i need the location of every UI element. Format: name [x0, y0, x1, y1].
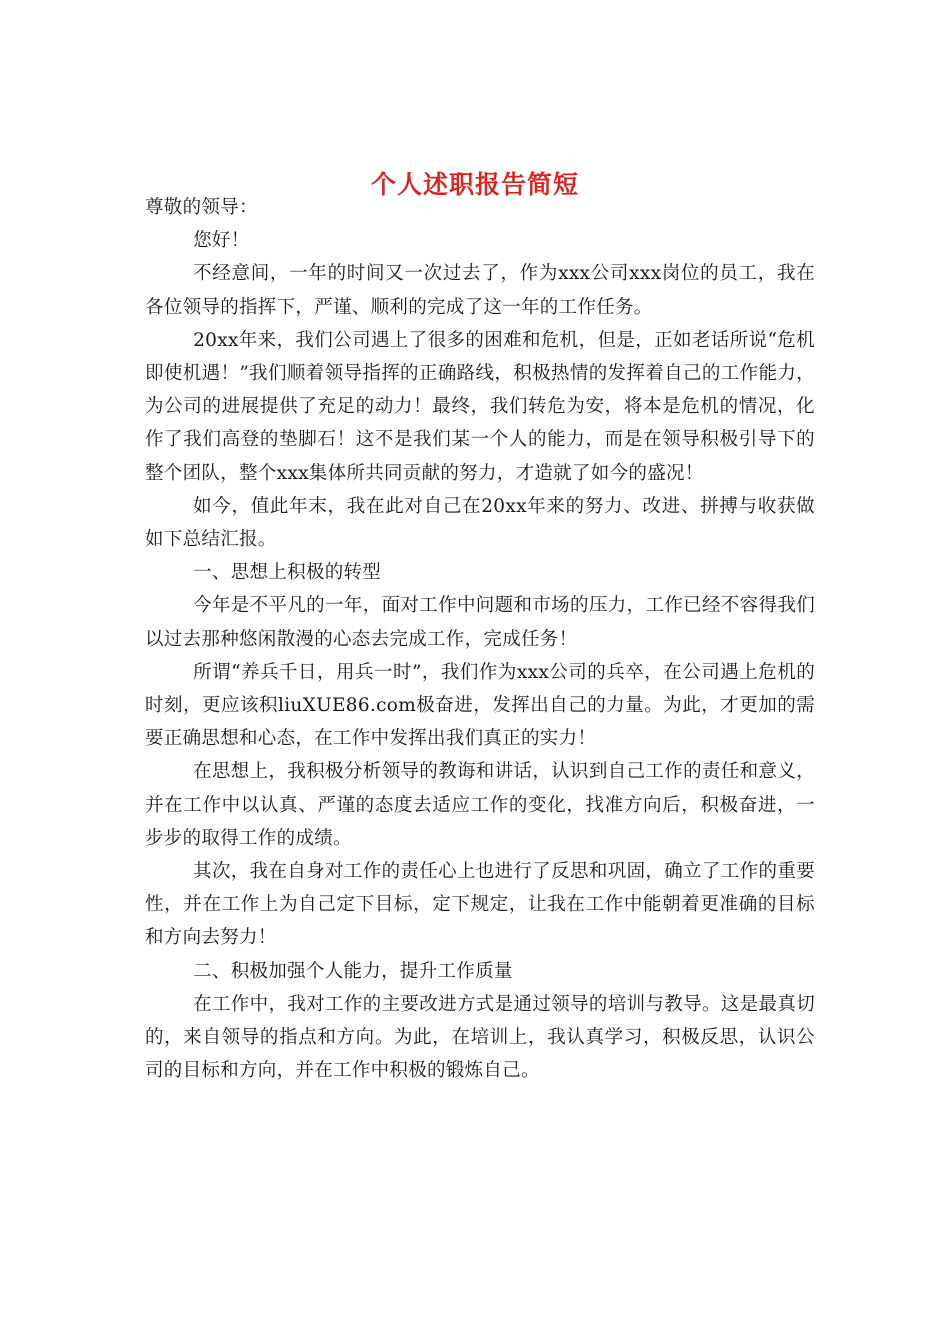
body-paragraph: 在思想上，我积极分析领导的教诲和讲话，认识到自己工作的责任和意义，并在工作中以认真、严谨的态度去适应工作的变化，找准方向后，积极奋进，一步步的取得工作的成绩。 [145, 761, 815, 849]
greeting-paragraph: 您好！ [193, 230, 250, 252]
document-body [145, 191, 815, 1087]
document-title: 个人述职报告简短 [370, 169, 579, 199]
body-paragraph: 不经意间，一年的时间又一次过去了，作为xxx公司xxx岗位的员工，我在各位领导的指挥下，严谨、顺利的完成了这一年的工作任务。 [145, 263, 815, 318]
salutation: 尊敬的领导： [145, 197, 258, 218]
section-heading: 一、思想上积极的转型 [193, 562, 382, 584]
body-paragraph: 20xx年来，我们公司遇上了很多的困难和危机，但是，正如老话所说“危机即使机遇！”我们顺着领导指挥的正确路线，积极热情的发挥着自己的工作能力，为公司的进展提供了充足的动力！最终，我们转危为安，将本是危机的情况，化作了我们高登的垫脚石！这不是我们某一个人的能力，而是在领导积极引导下的整个团队，整个xxx集体所共同贡献的努力，才造就了如今的盛况！ [145, 329, 815, 484]
body-paragraph: 所谓“养兵千日，用兵一时”，我们作为xxx公司的兵卒，在公司遇上危机的时刻，更应该积liuXUE86.com极奋进，发挥出自己的力量。为此，才更加的需要正确思想和心态，在工作中发挥出我们真正的实力！ [145, 661, 815, 750]
section-heading: 二、积极加强个人能力，提升工作质量 [193, 960, 513, 982]
body-paragraph: 如今，值此年末，我在此对自己在20xx年来的努力、改进、拼搏与收获做如下总结汇报。 [145, 495, 815, 551]
body-paragraph: 在工作中，我对工作的主要改进方式是通过领导的培训与教导。这是最真切的，来自领导的指点和方向。为此，在培训上，我认真学习，积极反思，认识公司的目标和方向，并在工作中积极的锻炼自己。 [145, 993, 815, 1082]
body-paragraph: 今年是不平凡的一年，面对工作中问题和市场的压力，工作已经不容得我们以过去那种悠闲散漫的心态去完成工作，完成任务！ [145, 595, 815, 650]
body-paragraph: 其次，我在自身对工作的责任心上也进行了反思和巩固，确立了工作的重要性，并在工作上为自己定下目标，定下规定，让我在工作中能朝着更准确的目标和方向去努力！ [145, 861, 815, 949]
